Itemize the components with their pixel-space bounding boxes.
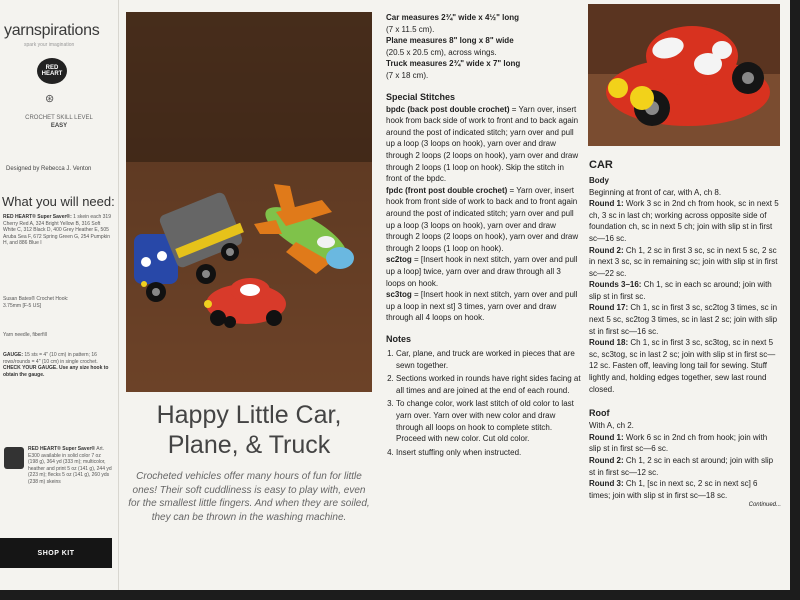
round-text: Ch 1, sc in first 3 sc, sc2tog 3 times, sc in next 5 sc, sc2tog 3 times, sc in last 2 sc; join with slip st in first sc—16 sc. <box>589 303 778 336</box>
measurement-label: Car measures 2¾" wide x 4½" long <box>386 13 519 22</box>
round-text: Ch 1, sc in each sc around; join with slip st in first sc. <box>589 280 772 301</box>
round-instruction <box>589 302 781 337</box>
title-line-2: Plane, & Truck <box>167 431 331 459</box>
round-label: Round 3: <box>589 479 624 489</box>
continued-link[interactable]: Continued... <box>748 502 781 509</box>
stitch-definition <box>386 185 582 255</box>
round-text: Work 3 sc in 2nd ch from hook, sc in next 5 ch, 3 sc in last ch; working across opposite side of foundation ch, sc in next 5 ch; join with slip st in first sc—16 sc. <box>589 199 779 243</box>
measurement-metric: (20.5 x 20.5 cm), across wings. <box>386 47 497 57</box>
round-instruction <box>589 198 781 244</box>
round-text: Work 6 sc in 2nd ch from hook; join with slip st in first sc—6 sc. <box>589 432 768 454</box>
roof-round <box>589 455 781 478</box>
car-thumbnail <box>588 4 780 146</box>
notes-list <box>386 348 582 458</box>
yarn-label-icon <box>4 447 24 469</box>
round-label: Round 2: <box>589 245 624 255</box>
logo-tagline: spark your imagination <box>24 42 75 48</box>
stitch-definition <box>386 289 582 324</box>
roof-intro: With A, ch 2. <box>589 421 634 431</box>
stitch-text: = [Insert hook in next stitch, yarn over and pull up a loop] twice, yarn over and draw through all 3 loops on hook. <box>386 255 578 288</box>
gauge-detail: 15 sts = 4" (10 cm) in pattern; 16 rows/rounds = 4" (10 cm) in single crochet. <box>3 352 98 365</box>
roof-heading: Roof <box>589 408 610 419</box>
stitch-term: bpdc (back post double crochet) <box>386 104 510 114</box>
hook-detail: 3.75mm [F-5 US] <box>3 302 42 309</box>
round-label: Round 17: <box>589 303 629 313</box>
round-label: Round 1: <box>589 432 624 442</box>
stitch-definition <box>386 254 582 289</box>
skill-value: EASY <box>50 123 68 130</box>
measurement <box>386 58 582 81</box>
stitch-definition <box>386 104 582 185</box>
yarn-info-heading: RED HEART® Super Saver® <box>28 446 96 452</box>
badge-text: RED HEART <box>41 64 63 77</box>
skill-level <box>14 114 104 131</box>
round-label: Round 1: <box>589 199 624 209</box>
gauge <box>3 352 113 378</box>
hook-heading: Susan Bates® Crochet Hook: <box>3 296 69 302</box>
title-line-1: Happy Little Car, <box>156 401 342 429</box>
pattern-description: Crocheted vehicles offer many hours of fun for little ones! Their soft cuddliness is easy to play with, even for the smallest little fingers. And when they are soiled, they can be thrown in the washing machine. <box>128 471 370 523</box>
yarn-ball-icon: ⊛ <box>45 93 55 105</box>
yarn-info-detail: Art. E300 available in solid color 7 oz (198 g), 364 yd (333 m); multicolor, heather and print 5 oz (141 g), 244 yd (223 m); flecks 5 oz (141 g), 260 yds (238 m) skeins <box>28 446 112 485</box>
round-instruction <box>589 279 781 302</box>
round-instruction <box>589 245 781 280</box>
measurement-label: Truck measures 2¾" wide x 7" long <box>386 59 521 69</box>
gauge-check: CHECK YOUR GAUGE. Use any size hook to obtain the gauge. <box>3 365 109 378</box>
special-stitches-heading: Special Stitches <box>386 91 456 102</box>
round-instruction <box>589 337 781 395</box>
stitch-term: fpdc (front post double crochet) <box>386 185 508 195</box>
notes-heading: Notes <box>386 333 412 344</box>
yarn-requirements <box>3 214 113 247</box>
round-text: Ch 1, [sc in next sc, 2 sc in next sc] 6 times; join with slip st in first sc—18 sc. <box>589 479 758 500</box>
materials-heading: What you will need: <box>2 194 115 209</box>
note-item: 3. To change color, work last stitch of old color to last yarn over. Yarn over with new color and draw through all loops on hook to complete stitch. Proceed with new color. Cut old color. <box>396 398 582 444</box>
stitch-term: sc2tog <box>386 255 412 265</box>
yarn-detail: 1 skein each 319 Cherry Red A, 324 Bright Yellow B, 316 Soft White C, 312 Black D, 400 Grey Heather E, 505 Aruba Sea F, 672 Spring Green G, 254 Pumpkin H, and 886 Blue I <box>3 214 111 246</box>
measurement <box>386 12 582 35</box>
stitch-term: sc3tog <box>386 290 412 300</box>
round-text: Ch 1, sc in first 3 sc, sc3tog, sc in next 5 sc, sc3tog, sc in last 2 sc; join with slip st in first sc—12 sc. Fasten off, leaving long tail for sewing. Stuff lightly and, holding edges together, sew last round closed. <box>589 338 776 394</box>
roof-round <box>589 432 781 455</box>
car-heading: CAR <box>589 159 613 171</box>
note-item: 2. Sections worked in rounds have right sides facing at all times and are joined at the end of each round. <box>396 373 582 396</box>
skill-label: CROCHET SKILL LEVEL <box>25 115 93 121</box>
gauge-heading: GAUGE: <box>3 352 23 358</box>
measurement-label: Plane measures 8" long x 8" wide <box>386 36 514 46</box>
sidebar <box>0 0 119 590</box>
round-label: Round 2: <box>589 456 624 466</box>
vehicles-photo <box>126 12 372 392</box>
note-item: 1. Car, plane, and truck are worked in pieces that are sewn together. <box>396 348 582 371</box>
yarn-info <box>28 446 112 485</box>
pattern-title <box>126 400 372 460</box>
yarn-heading: RED HEART® Super Saver®: <box>3 214 72 220</box>
stitch-text: = [Insert hook in next stitch, yarn over and pull up a loop in next st] 3 times, yarn over and draw through all 4 loops on hook. <box>386 290 578 323</box>
round-label: Rounds 3–16: <box>589 280 642 290</box>
measurement <box>386 35 582 58</box>
shop-kit-button[interactable]: SHOP KIT <box>0 538 112 568</box>
hook-requirements <box>3 296 113 309</box>
instructions-column-1 <box>386 12 582 460</box>
note-item: 4. Insert stuffing only when instructed. <box>396 447 582 459</box>
designer-credit: Designed by Rebecca J. Venton <box>6 166 92 172</box>
stitch-text: = Yarn over, insert hook from back side of work to front and to back again around the post of indicated stitch; yarn over and pull up a loop (3 loops on hook), yarn over and draw through 2 loops (2 loops on hook), yarn over and draw through 2 loops (1 loop on hook). Skip the stitch in front of the bpdc. <box>386 104 579 184</box>
body-intro: Beginning at front of car, with A, ch 8. <box>589 187 722 197</box>
round-text: Ch 1, 2 sc in each st around; join with slip st in first sc—12 sc. <box>589 456 774 477</box>
body-heading: Body <box>589 175 609 185</box>
instructions-column-2 <box>589 158 781 510</box>
measurement-metric: (7 x 11.5 cm). <box>386 24 435 34</box>
measurement-metric: (7 x 18 cm). <box>386 70 429 80</box>
round-text: Ch 1, 2 sc in first 3 sc, sc in next 5 sc, 2 sc in next 3 sc, sc in remaining sc; join with slip st in first sc—22 sc. <box>589 245 778 278</box>
yarnspirations-logo[interactable]: yarnspirations <box>4 22 100 39</box>
red-heart-badge <box>37 58 67 84</box>
stitch-text: = Yarn over, insert hook from front side of work to back and to front again around the post of indicated stitch; yarn over and pull up a loop (3 loops on hook), yarn over and draw through 2 loops (2 loops on hook), yarn over and draw through 2 loops (1 loop on hook). <box>386 185 579 253</box>
round-label: Round 18: <box>589 338 629 348</box>
notions: Yarn needle, fiberfill <box>3 332 47 338</box>
roof-round <box>589 478 781 501</box>
